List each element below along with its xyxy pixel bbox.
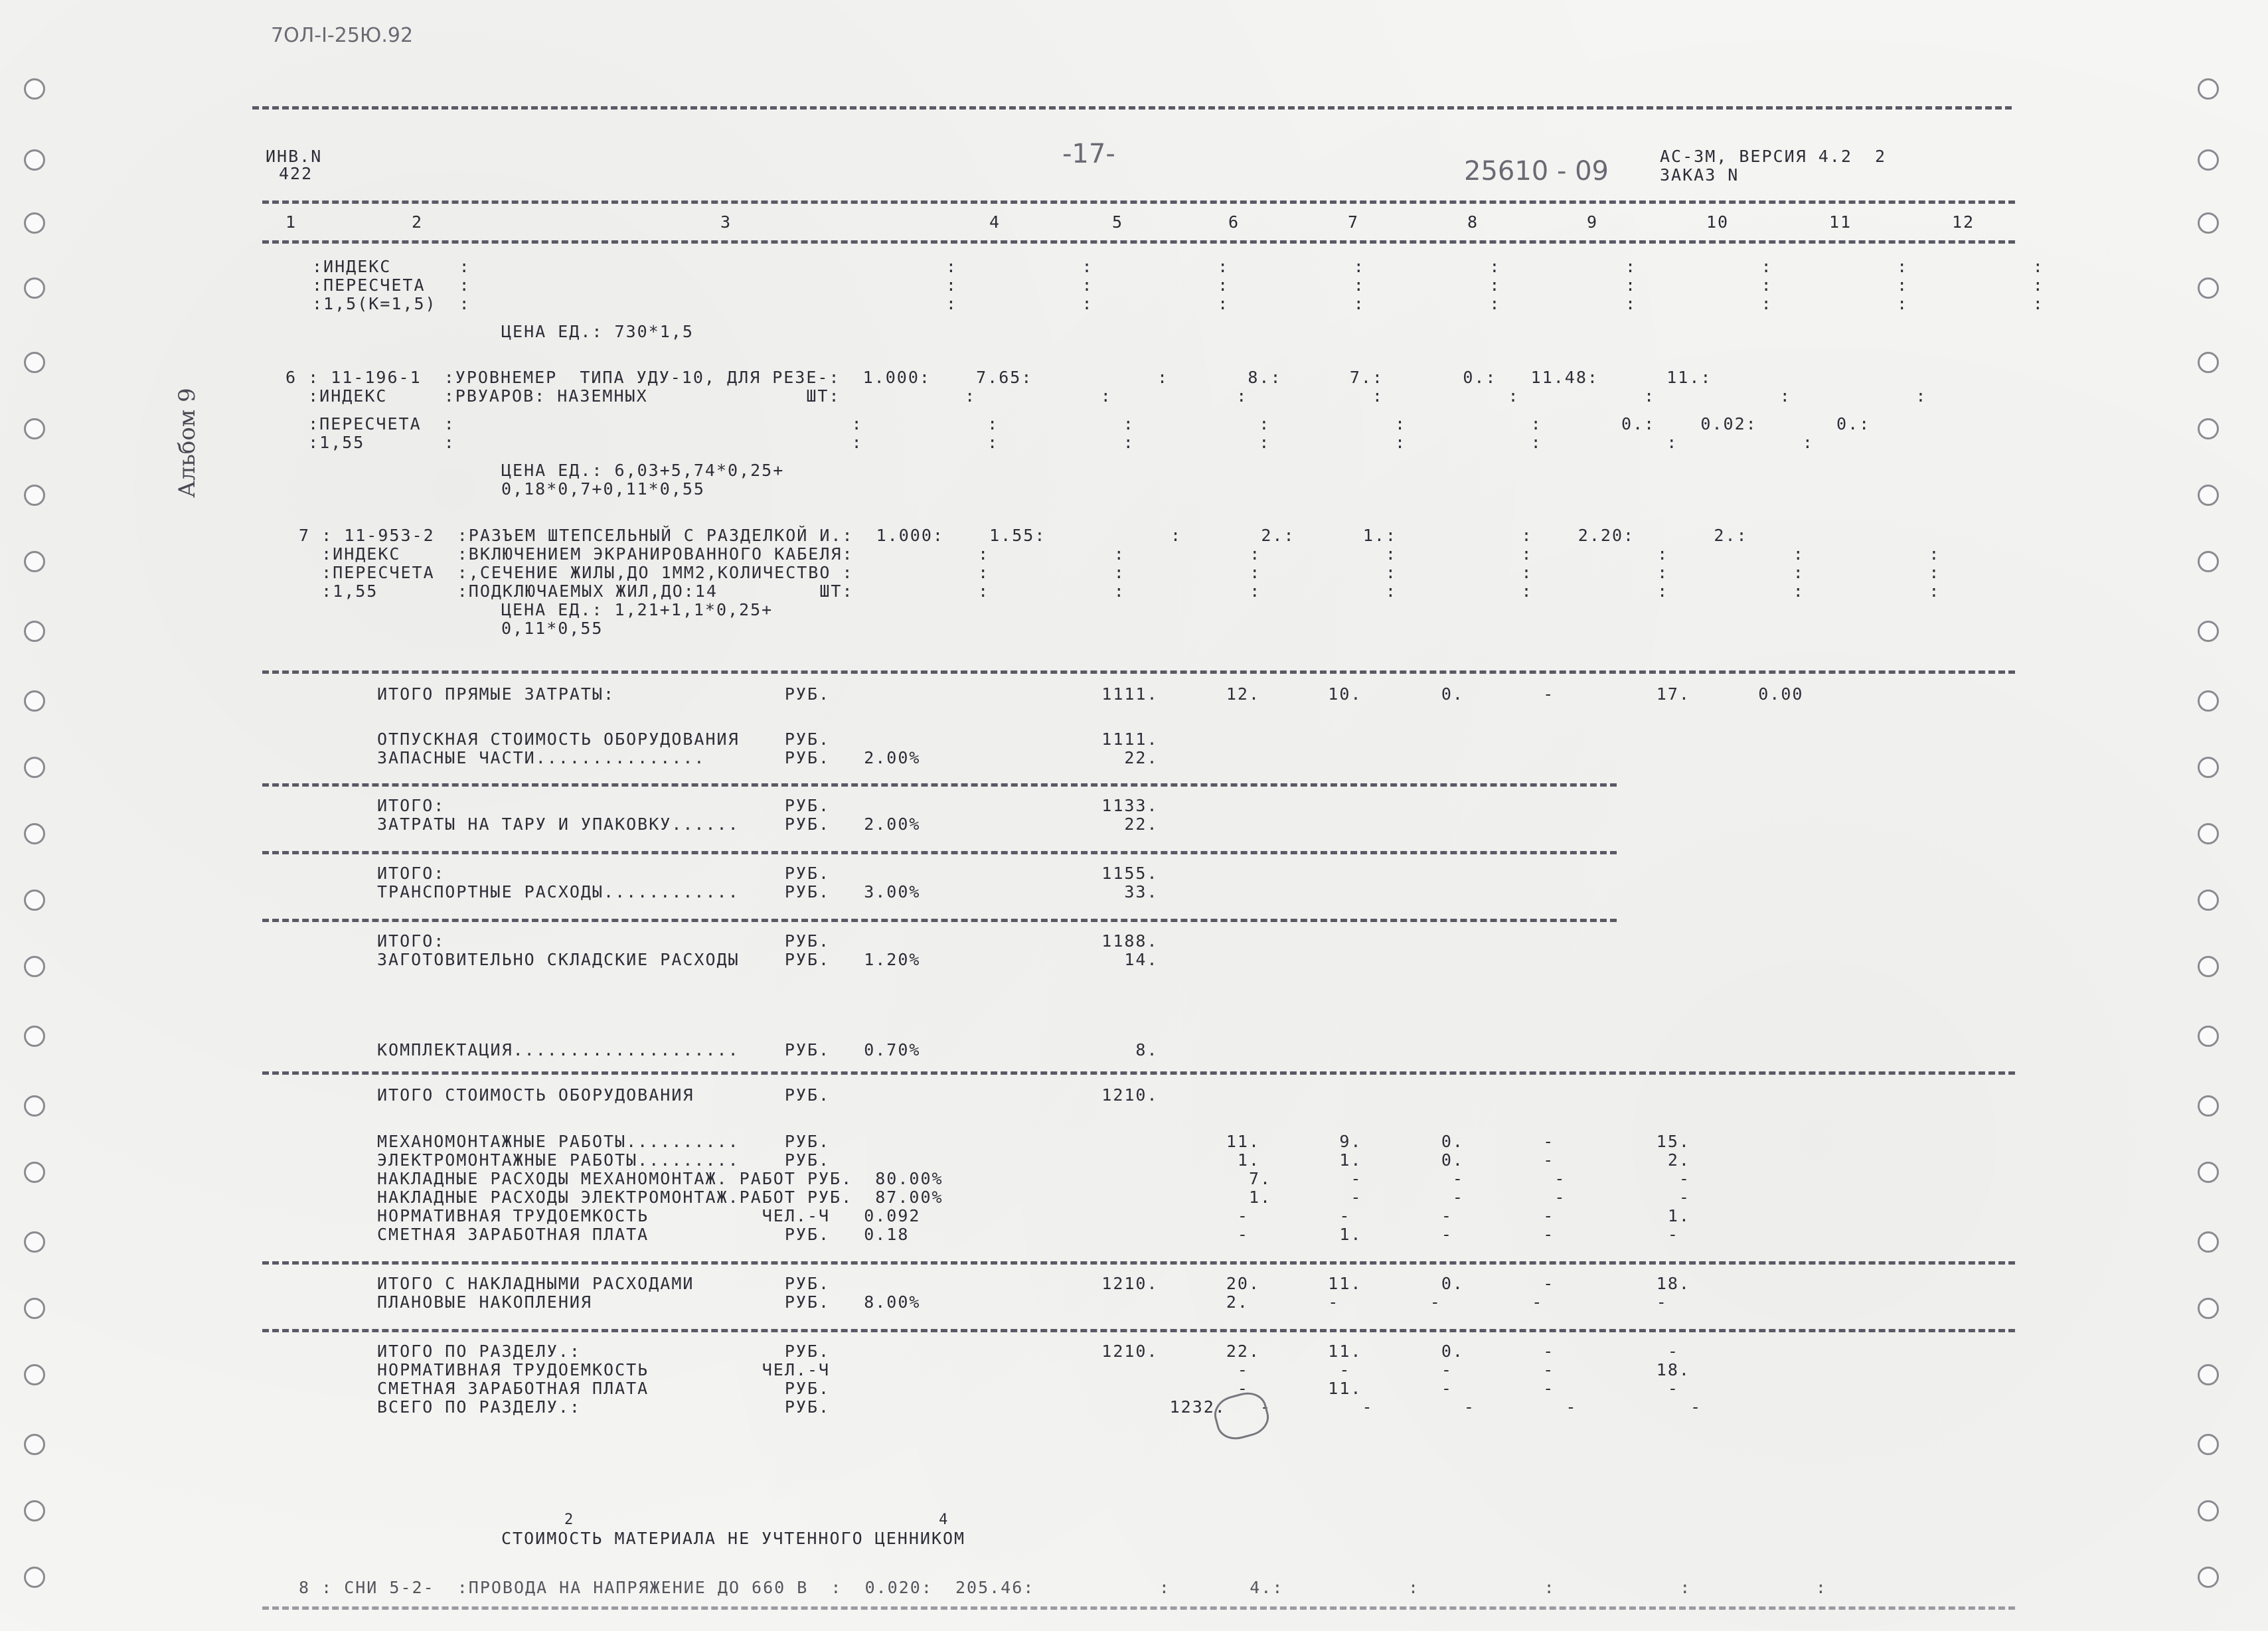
- feed-hole: [24, 485, 45, 506]
- total-line: ИТОГО ПРЯМЫЕ ЗАТРАТЫ: РУБ. 1111. 12. 10. 0. - 17. 0.00: [377, 684, 1804, 704]
- feed-hole: [24, 1567, 45, 1588]
- column-number: 6: [1228, 212, 1240, 232]
- total-line: ИТОГО: РУБ. 1133.: [377, 796, 1159, 815]
- feed-hole: [24, 890, 45, 911]
- estimate-line: 7 : 11-953-2 :РАЗЪЕМ ШТЕПСЕЛЬНЫЙ С РАЗДЕЛКОЙ И.: 1.000: 1.55: : 2.: 1.: : 2.20: 2.:: [299, 526, 1748, 545]
- total-line: СМЕТНАЯ ЗАРАБОТНАЯ ПЛАТА РУБ. 0.18 - 1. - - -: [377, 1225, 1679, 1244]
- feed-hole: [2198, 149, 2219, 171]
- total-line: КОМПЛЕКТАЦИЯ.................... РУБ. 0.70% 8.: [377, 1040, 1159, 1059]
- column-number: 10: [1706, 212, 1730, 232]
- total-line: ИТОГО: РУБ. 1188.: [377, 931, 1159, 951]
- material-section-numbers: 2 4: [564, 1512, 949, 1528]
- column-number: 12: [1952, 212, 1975, 232]
- total-line: НОРМАТИВНАЯ ТРУДОЕМКОСТЬ ЧЕЛ.-Ч 0.092 - - - - 1.: [377, 1206, 1690, 1225]
- column-number: 5: [1112, 212, 1124, 232]
- total-line: ЗАГОТОВИТЕЛЬНО СКЛАДСКИЕ РАСХОДЫ РУБ. 1.20% 14.: [377, 950, 1159, 969]
- material-section-title: СТОИМОСТЬ МАТЕРИАЛА НЕ УЧТЕННОГО ЦЕННИКОМ: [501, 1529, 966, 1548]
- feed-hole: [2198, 621, 2219, 642]
- estimate-line: :1,55 :ПОДКЛЮЧАЕМЫХ ЖИЛ,ДО:14 ШТ: : : : : : : : :: [299, 582, 1941, 601]
- estimate-line: :ПЕРЕСЧЕТА :,СЕЧЕНИЕ ЖИЛЫ,ДО 1ММ2,КОЛИЧЕСТВО : : : : : : : : :: [299, 563, 1941, 582]
- feed-hole: [24, 418, 45, 439]
- feed-hole: [24, 277, 45, 299]
- section-dash-rule: [262, 1329, 2015, 1332]
- estimate-line: :ИНДЕКС :ВКЛЮЧЕНИЕМ ЭКРАНИРОВАННОГО КАБЕЛЯ: : : : : : : : :: [299, 544, 1941, 564]
- section-dash-rule: [262, 851, 1617, 854]
- feed-hole: [24, 1500, 45, 1521]
- section-dash-rule: [262, 670, 2015, 674]
- total-line: СМЕТНАЯ ЗАРАБОТНАЯ ПЛАТА РУБ. - 11. - - -: [377, 1379, 1679, 1398]
- feed-hole: [2198, 352, 2219, 373]
- estimate-line: ЦЕНА ЕД.: 6,03+5,74*0,25+: [501, 461, 785, 480]
- material-line: 8 : СНИ 5-2- :ПРОВОДА НА НАПРЯЖЕНИЕ ДО 660 В : 0.020: 205.46: : 4.: : : : :: [299, 1578, 1827, 1597]
- total-line: ОТПУСКНАЯ СТОИМОСТЬ ОБОРУДОВАНИЯ РУБ. 1111.: [377, 730, 1159, 749]
- estimate-line: ЦЕНА ЕД.: 1,21+1,1*0,25+: [501, 600, 773, 619]
- feed-hole: [2198, 1434, 2219, 1455]
- column-number: 11: [1829, 212, 1852, 232]
- total-line: ИТОГО ПО РАЗДЕЛУ.: РУБ. 1210. 22. 11. 0. - -: [377, 1342, 1679, 1361]
- feed-hole: [24, 956, 45, 977]
- total-line: ЗАТРАТЫ НА ТАРУ И УПАКОВКУ...... РУБ. 2.00% 22.: [377, 815, 1159, 834]
- estimate-line: :ПЕРЕСЧЕТА : : : : : : : 0.: 0.02: 0.:: [285, 414, 1871, 433]
- section-dash-rule: [262, 1071, 2015, 1075]
- feed-hole: [24, 621, 45, 642]
- feed-hole: [2198, 1364, 2219, 1385]
- estimate-line: :ПЕРЕСЧЕТА : : : : : : : : : :: [312, 275, 2044, 295]
- bottom-dash-rule: [262, 1606, 2015, 1610]
- section-dash-rule: [262, 783, 1617, 787]
- total-line: ЭЛЕКТРОМОНТАЖНЫЕ РАБОТЫ......... РУБ. 1. 1. 0. - 2.: [377, 1150, 1690, 1170]
- column-number: 7: [1348, 212, 1360, 232]
- feed-hole: [24, 352, 45, 373]
- order-label: ЗАКАЗ N: [1660, 165, 1740, 185]
- feed-hole: [24, 1026, 45, 1047]
- feed-hole: [2198, 1026, 2219, 1047]
- total-line: ЗАПАСНЫЕ ЧАСТИ............... РУБ. 2.00% 22.: [377, 748, 1159, 767]
- feed-hole: [24, 149, 45, 171]
- feed-hole: [2198, 485, 2219, 506]
- total-line: НОРМАТИВНАЯ ТРУДОЕМКОСТЬ ЧЕЛ.-Ч - - - - 18.: [377, 1360, 1690, 1379]
- total-line: ИТОГО: РУБ. 1155.: [377, 864, 1159, 883]
- inv-number: 422: [279, 164, 313, 183]
- right-tractor-feed: [2188, 0, 2228, 1631]
- total-line: НАКЛАДНЫЕ РАСХОДЫ ЭЛЕКТРОМОНТАЖ.РАБОТ РУБ. 87.00% 1. - - - -: [377, 1188, 1690, 1207]
- column-number: 3: [720, 212, 732, 232]
- estimate-line: 0,11*0,55: [501, 619, 604, 638]
- feed-hole: [2198, 1567, 2219, 1588]
- column-number: 8: [1467, 212, 1479, 232]
- total-line: ТРАНСПОРТНЫЕ РАСХОДЫ............ РУБ. 3.00% 33.: [377, 882, 1159, 901]
- total-line: ИТОГО С НАКЛАДНЫМИ РАСХОДАМИ РУБ. 1210. 20. 11. 0. - 18.: [377, 1274, 1690, 1293]
- feed-hole: [2198, 823, 2219, 844]
- feed-hole: [2198, 890, 2219, 911]
- feed-hole: [2198, 277, 2219, 299]
- project-number: 25610 - 09: [1464, 156, 1609, 187]
- estimate-line: :ИНДЕКС :РВУАРОВ: НАЗЕМНЫХ ШТ: : : : : : : : :: [285, 386, 1927, 406]
- feed-hole: [24, 212, 45, 234]
- page-number: -17-: [1062, 139, 1115, 169]
- total-line: МЕХАНОМОНТАЖНЫЕ РАБОТЫ.......... РУБ. 11. 9. 0. - 15.: [377, 1132, 1690, 1151]
- feed-hole: [2198, 1095, 2219, 1117]
- left-tractor-feed: [15, 0, 54, 1631]
- feed-hole: [24, 1095, 45, 1117]
- estimate-line: 6 : 11-196-1 :УРОВНЕМЕР ТИПА УДУ-10, ДЛЯ РЕЗЕ-: 1.000: 7.65: : 8.: 7.: 0.: 11.48: 11.:: [285, 368, 1712, 387]
- column-number: 2: [412, 212, 424, 232]
- feed-hole: [24, 1231, 45, 1253]
- feed-hole: [2198, 1500, 2219, 1521]
- column-number: 9: [1587, 212, 1599, 232]
- total-line: ВСЕГО ПО РАЗДЕЛУ.: РУБ. 1232. - - - - -: [377, 1397, 1702, 1417]
- feed-hole: [24, 757, 45, 778]
- feed-hole: [24, 1434, 45, 1455]
- feed-hole: [2198, 757, 2219, 778]
- feed-hole: [24, 78, 45, 100]
- total-line: НАКЛАДНЫЕ РАСХОДЫ МЕХАНОМОНТАЖ. РАБОТ РУБ. 80.00% 7. - - - -: [377, 1169, 1690, 1188]
- feed-hole: [24, 1364, 45, 1385]
- feed-hole: [24, 1298, 45, 1319]
- feed-hole: [2198, 1298, 2219, 1319]
- feed-hole: [2198, 212, 2219, 234]
- feed-hole: [2198, 551, 2219, 572]
- feed-hole: [2198, 418, 2219, 439]
- column-header-dash-rule: [262, 240, 2015, 244]
- program-version: АС-3М, ВЕРСИЯ 4.2 2: [1660, 147, 1887, 166]
- header-dash-rule: [262, 200, 2015, 204]
- column-number: 1: [285, 212, 297, 232]
- section-dash-rule: [262, 919, 1617, 922]
- feed-hole: [24, 551, 45, 572]
- feed-hole: [2198, 956, 2219, 977]
- top-dash-rule: [252, 106, 2012, 110]
- feed-hole: [2198, 1231, 2219, 1253]
- feed-hole: [2198, 690, 2219, 712]
- feed-hole: [24, 823, 45, 844]
- total-line: ПЛАНОВЫЕ НАКОПЛЕНИЯ РУБ. 8.00% 2. - - - -: [377, 1292, 1668, 1312]
- feed-hole: [2198, 1162, 2219, 1183]
- album-label: Альбом 9: [174, 388, 201, 498]
- estimate-line: :1,5(К=1,5) : : : : : : : : : :: [312, 294, 2044, 313]
- feed-hole: [2198, 78, 2219, 100]
- estimate-line: :ИНДЕКС : : : : : : : : : :: [312, 257, 2044, 276]
- estimate-line: :1,55 : : : : : : : : :: [285, 433, 1814, 452]
- feed-hole: [24, 1162, 45, 1183]
- column-number: 4: [989, 212, 1001, 232]
- column-numbers: [262, 212, 2028, 232]
- estimate-line: ЦЕНА ЕД.: 730*1,5: [501, 322, 694, 341]
- section-dash-rule: [262, 1261, 2015, 1265]
- inv-label: ИНВ.N: [266, 147, 323, 166]
- estimate-line: 0,18*0,7+0,11*0,55: [501, 479, 705, 499]
- document-code: 7ОЛ-I-25Ю.92: [271, 24, 414, 47]
- feed-hole: [24, 690, 45, 712]
- total-line: ИТОГО СТОИМОСТЬ ОБОРУДОВАНИЯ РУБ. 1210.: [377, 1085, 1159, 1105]
